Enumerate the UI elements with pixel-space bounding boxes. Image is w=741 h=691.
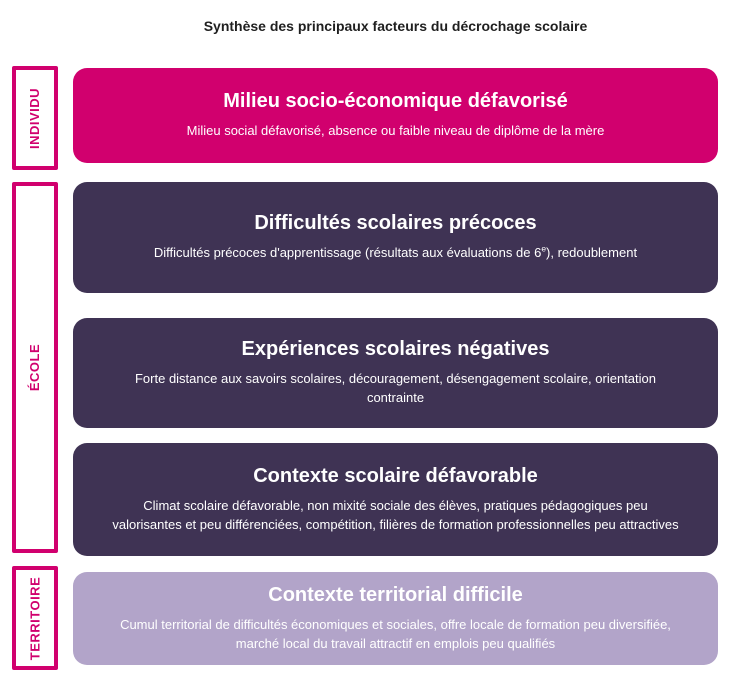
category-individu xyxy=(12,66,58,170)
box-subtitle-text: Cumul territorial de difficultés économiques et sociales, offre locale de formation peu diversifiée, marché local du travail attractif en emplois peu qualifiés xyxy=(120,616,671,651)
factor-box-contexte-scolaire xyxy=(73,443,718,556)
factor-box-contexte-territorial xyxy=(73,572,718,665)
box-title: Difficultés scolaires précoces xyxy=(254,212,537,235)
box-title: Contexte territorial difficile xyxy=(268,583,523,606)
box-subtitle xyxy=(108,616,683,654)
page-title: Synthèse des principaux facteurs du décrochage scolaire xyxy=(203,18,588,34)
box-subtitle xyxy=(108,497,683,535)
category-ecole xyxy=(12,182,58,553)
box-title: Milieu socio-économique défavorisé xyxy=(223,90,568,113)
factor-box-experiences-negatives xyxy=(73,318,718,428)
box-subtitle-text-prefix: Difficultés précoces d'apprentissage (résultats aux évaluations de 6 xyxy=(153,245,542,261)
category-individu-label: INDIVIDU xyxy=(27,87,43,149)
factor-box-difficultes-scolaires xyxy=(73,182,718,293)
box-subtitle-text-suffix: ), redoublement xyxy=(546,245,638,261)
box-title: Expériences scolaires négatives xyxy=(241,338,550,361)
category-territoire xyxy=(12,566,58,670)
category-territoire-label: TERRITOIRE xyxy=(27,576,43,660)
box-subtitle-text: Milieu social défavorisé, absence ou faible niveau de diplôme de la mère xyxy=(186,123,605,139)
box-title: Contexte scolaire défavorable xyxy=(253,464,538,487)
box-subtitle-text: Forte distance aux savoirs scolaires, découragement, désengagement scolaire, orientation contrainte xyxy=(134,371,656,405)
factor-box-milieu-socio-economique xyxy=(73,68,718,163)
box-subtitle xyxy=(187,122,605,141)
category-ecole-label: ÉCOLE xyxy=(27,343,43,392)
box-subtitle xyxy=(108,370,683,408)
box-subtitle xyxy=(154,244,637,263)
box-subtitle-superscript: e xyxy=(541,243,547,254)
box-subtitle-text: Climat scolaire défavorable, non mixité sociale des élèves, pratiques pédagogiques peu valorisantes et peu différenciées, compétition, filières de formation professionnelles peu attractives xyxy=(112,497,679,532)
